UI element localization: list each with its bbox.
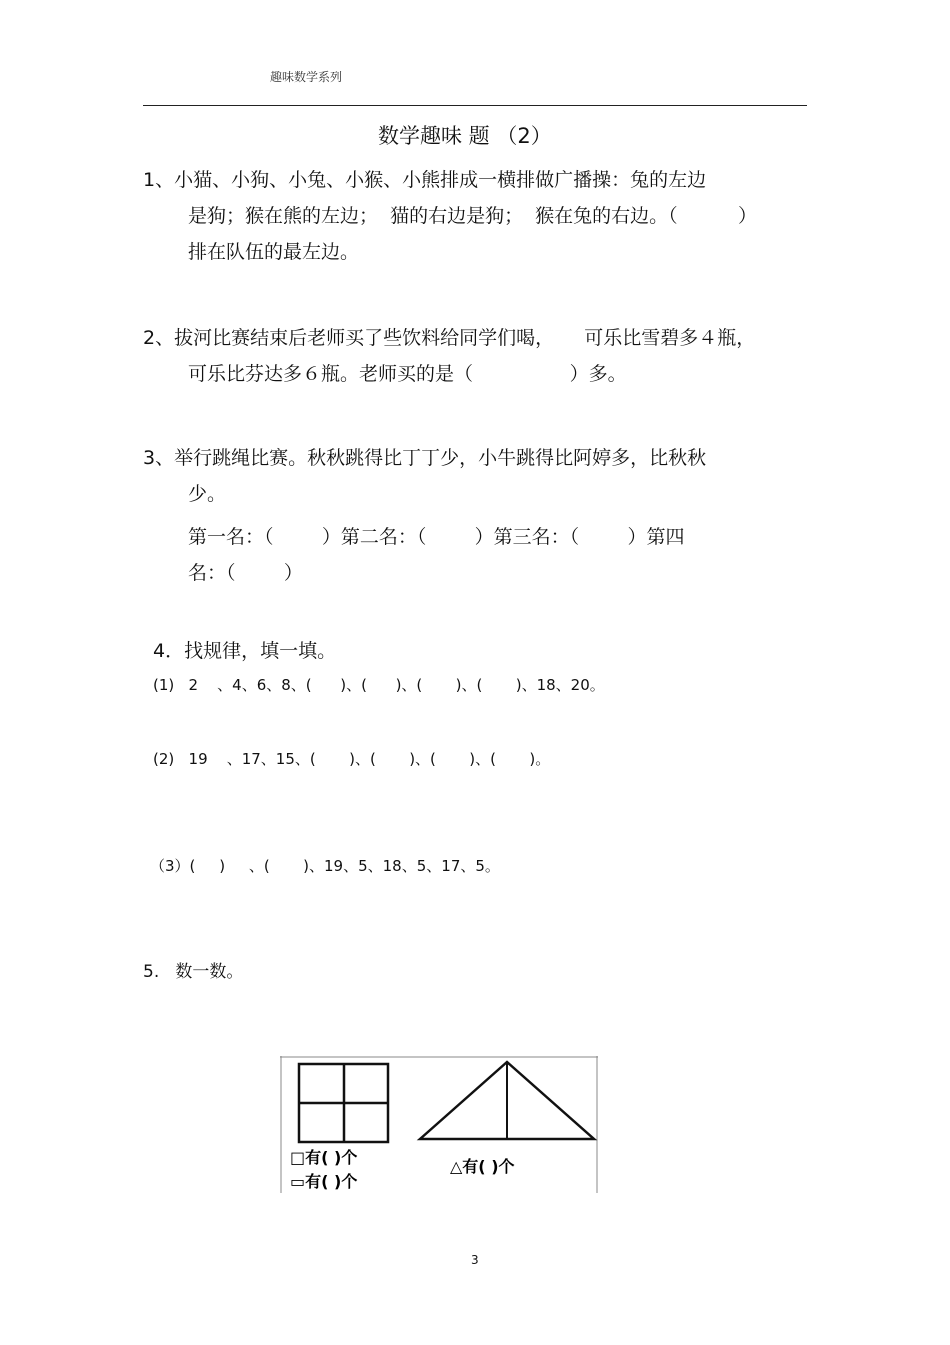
- q4-sequence-1: (1) 2 、4、6、8、( )、( )、( )、( )、18、20。: [153, 676, 605, 694]
- series-header: 趣味数学系列: [270, 70, 343, 84]
- counting-figure: [270, 1037, 588, 1191]
- q1-line2: 是狗；猴在熊的左边； 猫的右边是狗； 猴在兔的右边。（ ）: [188, 205, 758, 227]
- q2-line1: 2、拔河比赛结束后老师买了些饮料给同学们喝， 可乐比雪碧多４瓶，: [143, 327, 756, 349]
- q3-line1: 3、举行跳绳比赛。秋秋跳得比丁丁少，小牛跳得比阿婷多，比秋秋: [143, 447, 707, 469]
- q3-line3: 第一名：（ ）第二名：（ ）第三名：（ ）第四: [188, 526, 685, 548]
- q4-sequence-2: (2) 19 、17、15、( )、( )、( )、( )。: [153, 750, 551, 768]
- triangle-count-label: △有( )个: [450, 1157, 515, 1176]
- header-rule: [143, 105, 807, 106]
- q4-heading: 4．找规律，填一填。: [153, 640, 337, 662]
- page-number: 3: [471, 1253, 479, 1267]
- q2-line2: 可乐比芬达多６瓶。老师买的是（ ）多。: [188, 363, 627, 385]
- page-title: 数学趣味 题 （2）: [378, 124, 552, 148]
- q3-line4: 名：（ ）: [188, 562, 303, 584]
- rect-count-label: ▭有( )个: [290, 1172, 358, 1191]
- q5-heading: 5. 数一数。: [143, 962, 244, 982]
- q4-sequence-3: （3）( ) 、( )、19、5、18、5、17、5。: [150, 857, 500, 875]
- q1-line3: 排在队伍的最左边。: [188, 241, 360, 263]
- q1-line1: 1、小猫、小狗、小兔、小猴、小熊排成一横排做广播操：兔的左边: [143, 169, 707, 191]
- q3-line2: 少。: [188, 483, 227, 505]
- square-count-label: □有( )个: [290, 1148, 358, 1167]
